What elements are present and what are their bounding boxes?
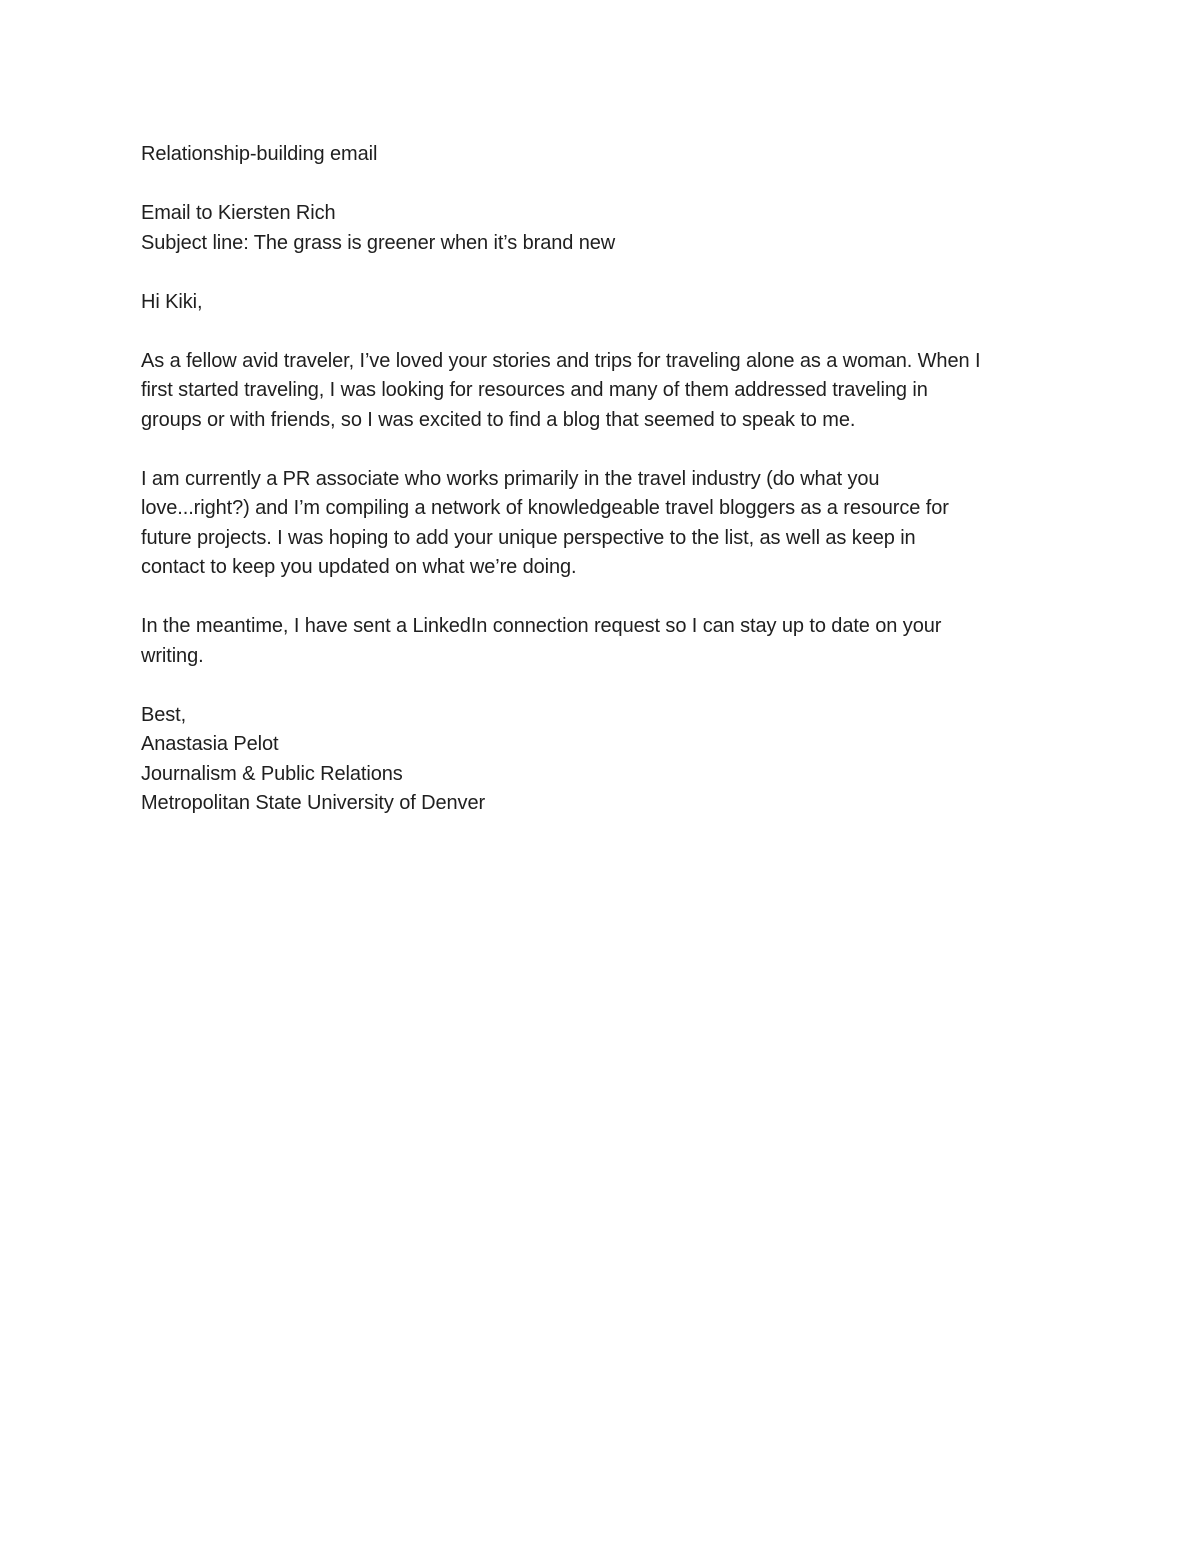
paragraph-line: groups or with friends, so I was excited to find a blog that seemed to speak to me. (141, 408, 856, 431)
email-recipient: Email to Kiersten Rich (141, 202, 336, 224)
body-paragraph-3 (141, 612, 1071, 671)
signature-program: Journalism & Public Relations (141, 762, 403, 785)
signature-closing: Best, (141, 703, 187, 726)
spacer (141, 258, 1071, 288)
signature-block (141, 701, 1071, 819)
paragraph-line: I am currently a PR associate who works primarily in the travel industry (do what you (141, 467, 880, 490)
signature-name: Anastasia Pelot (141, 733, 279, 755)
spacer (141, 671, 1071, 701)
email-subject-line: Subject line: The grass is greener when it’s brand new (141, 231, 616, 254)
spacer (141, 583, 1071, 613)
paragraph-line: love...right?) and I’m compiling a network of knowledgeable travel bloggers as a resource for (141, 497, 949, 519)
paragraph-line: first started traveling, I was looking for resources and many of them addressed traveling in (141, 379, 928, 401)
spacer (141, 170, 1071, 200)
paragraph-line: contact to keep you updated on what we’re doing. (141, 556, 577, 578)
document-page (141, 140, 1071, 819)
paragraph-line: As a fellow avid traveler, I’ve loved your stories and trips for traveling alone as a woman. When I (141, 349, 981, 372)
body-paragraph-1 (141, 347, 1071, 436)
spacer (141, 435, 1071, 465)
body-paragraph-2 (141, 465, 1071, 583)
paragraph-line: In the meantime, I have sent a LinkedIn connection request so I can stay up to date on your (141, 615, 942, 637)
signature-school: Metropolitan State University of Denver (141, 792, 486, 814)
paragraph-line: future projects. I was hoping to add your unique perspective to the list, as well as keep in (141, 526, 916, 549)
spacer (141, 317, 1071, 347)
document-heading: Relationship-building email (141, 143, 378, 165)
paragraph-line: writing. (141, 644, 204, 667)
email-greeting: Hi Kiki, (141, 290, 203, 313)
